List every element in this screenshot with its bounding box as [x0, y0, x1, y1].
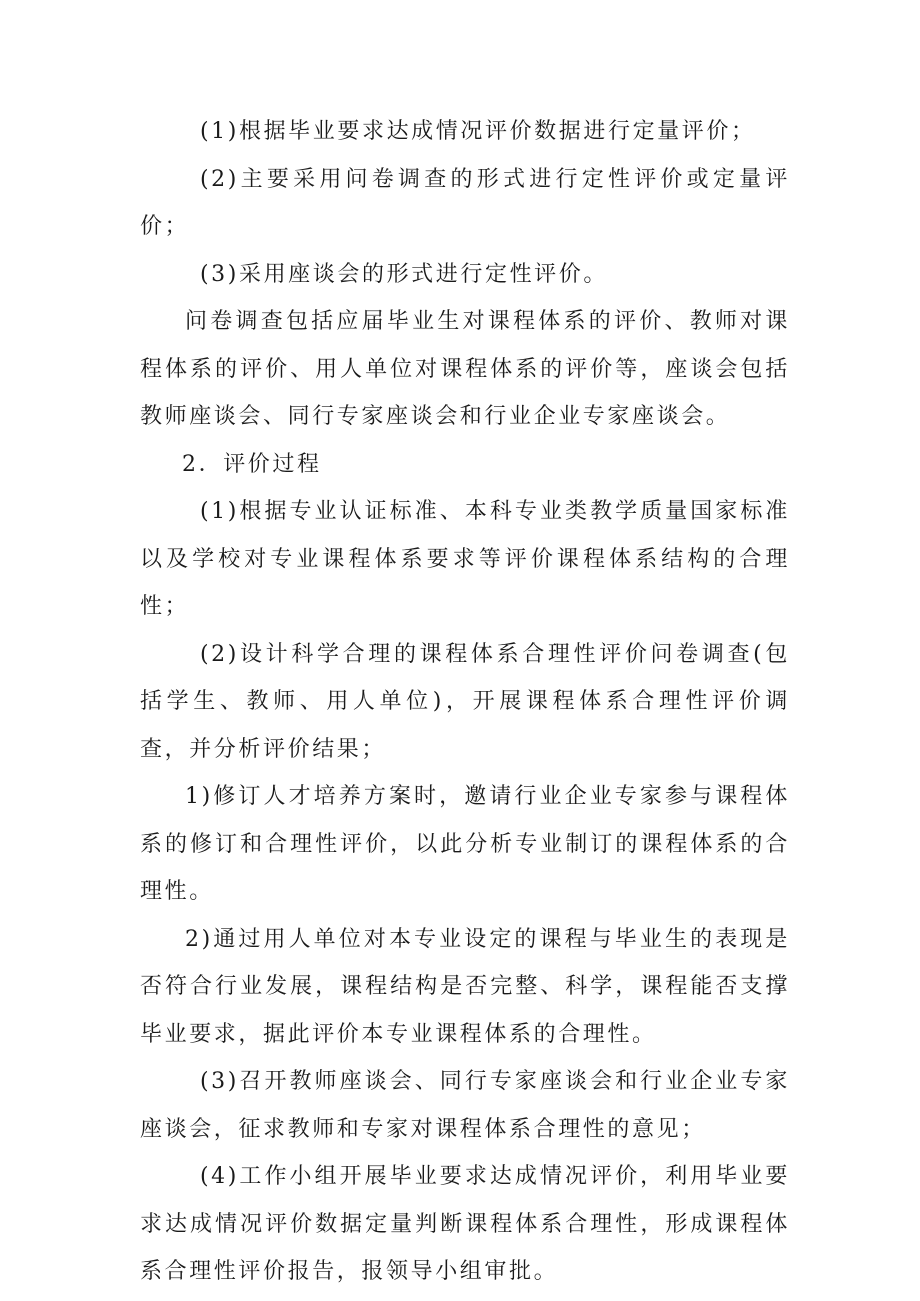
paragraph-process-2: (2)设计科学合理的课程体系合理性评价问卷调查(包括学生、教师、用人单位)，开展课程体系合理性评价调查，并分析评价结果；: [140, 641, 790, 762]
section-heading-evaluation-process: 2．评价过程: [182, 451, 322, 477]
paragraph-process-2-sub-2: 2)通过用人单位对本专业设定的课程与毕业生的表现是否符合行业发展，课程结构是否完整、科学，课程能否支撑毕业要求，据此评价本专业课程体系的合理性。: [140, 926, 790, 1047]
paragraph-survey-description: 问卷调查包括应届毕业生对课程体系的评价、教师对课程体系的评价、用人单位对课程体系的评价等，座谈会包括教师座谈会、同行专家座谈会和行业企业专家座谈会。: [140, 309, 790, 429]
paragraph-method-1: (1)根据毕业要求达成情况评价数据进行定量评价；: [200, 119, 756, 144]
paragraph-process-1: (1)根据专业认证标准、本科专业类教学质量国家标准以及学校对专业课程体系要求等评价课程体系结构的合理性；: [140, 499, 790, 619]
paragraph-process-3: (3)召开教师座谈会、同行专家座谈会和行业企业专家座谈会，征求教师和专家对课程体系合理性的意见；: [140, 1069, 790, 1142]
document-body: [140, 108, 790, 1296]
paragraph-process-4: (4)工作小组开展毕业要求达成情况评价，利用毕业要求达成情况评价数据定量判断课程体系合理性，形成课程体系合理性评价报告，报领导小组审批。: [140, 1164, 790, 1284]
paragraph-method-2: (2)主要采用问卷调查的形式进行定性评价或定量评价；: [140, 166, 790, 239]
paragraph-method-3: (3)采用座谈会的形式进行定性评价。: [200, 261, 608, 287]
paragraph-process-2-sub-1: 1)修订人才培养方案时，邀请行业企业专家参与课程体系的修订和合理性评价，以此分析专业制订的课程体系的合理性。: [140, 784, 790, 904]
